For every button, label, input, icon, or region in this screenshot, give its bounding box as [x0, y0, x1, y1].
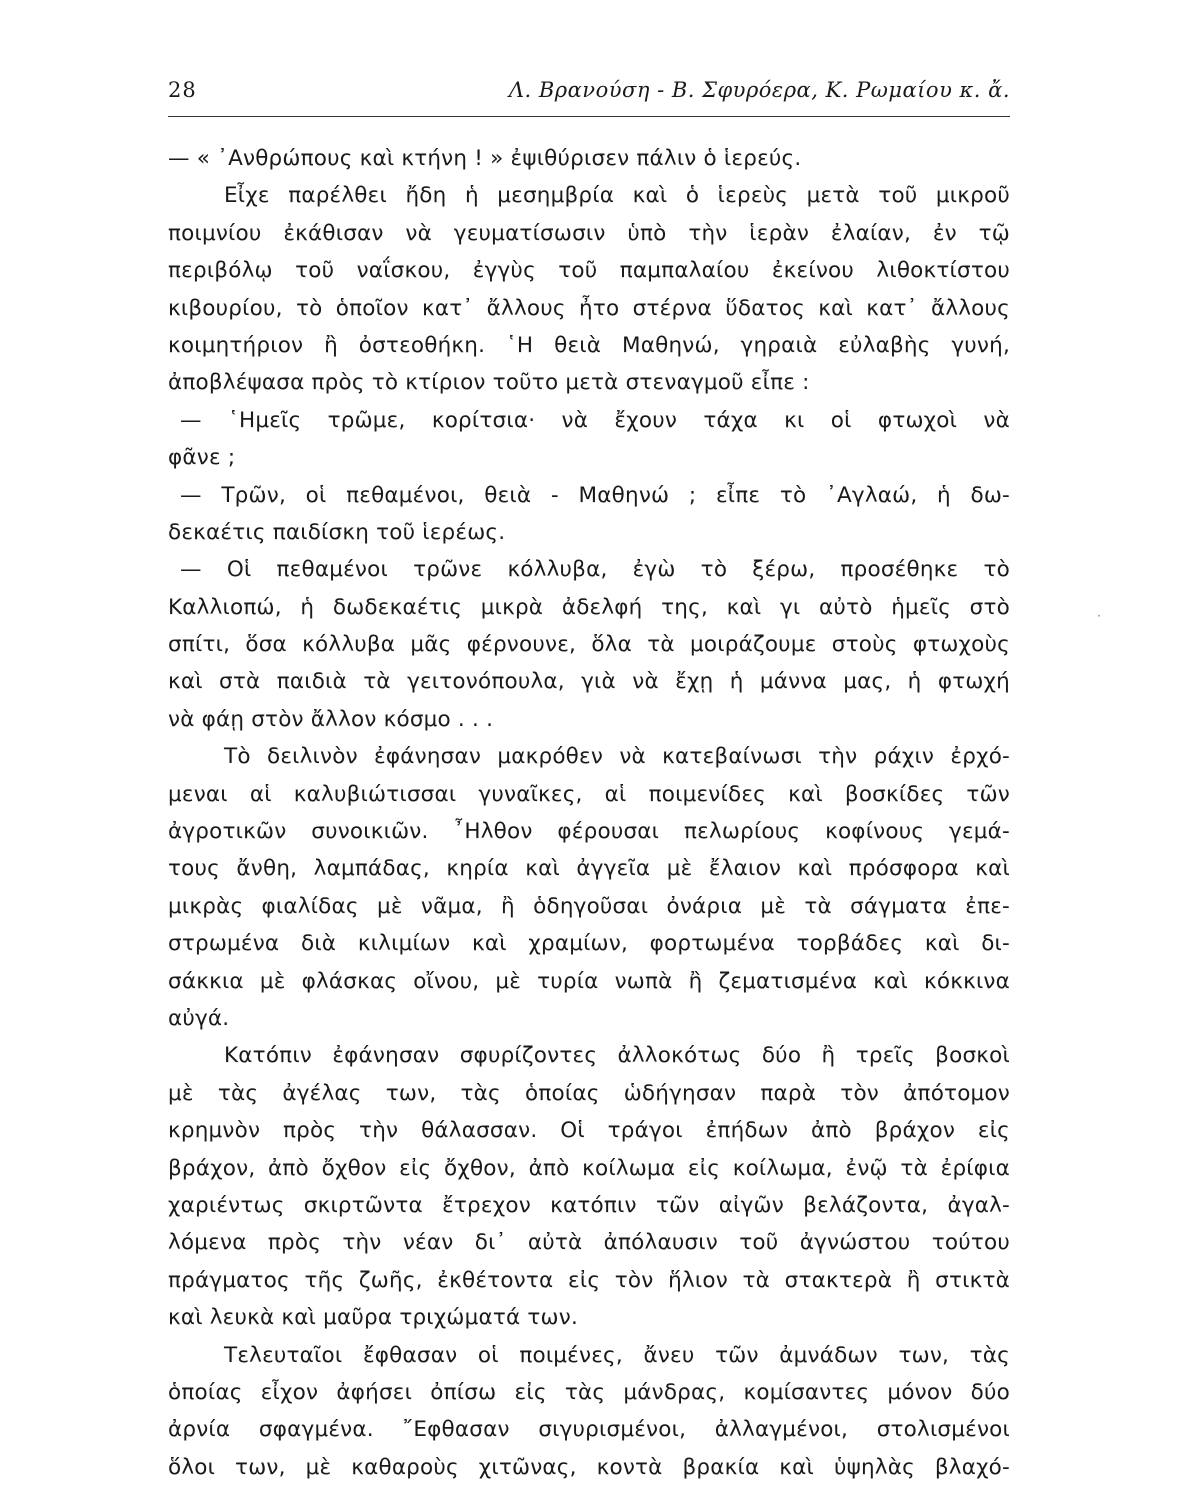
- body-text: [168, 140, 1010, 1486]
- text-line: στρωμένα διὰ κιλιμίων καὶ χραμίων, φορτωμένα τορβάδες καὶ δι-: [168, 931, 1010, 957]
- text-line: βράχον, ἀπὸ ὄχθον εἰς ὄχθον, ἀπὸ κοίλωμα εἰς κοίλωμα, ἐνῷ τὰ ἐρίφια: [168, 1155, 1010, 1181]
- text-line: καὶ στὰ παιδιὰ τὰ γειτονόπουλα, γιὰ νὰ ἔχῃ ἡ μάννα μας, ἡ φτωχή: [168, 669, 1010, 695]
- text-line: μὲ τὰς ἀγέλας των, τὰς ὁποίας ὡδήγησαν παρὰ τὸν ἀπότομον: [168, 1080, 1010, 1106]
- text-line: ποιμνίου ἐκάθισαν νὰ γευματίσωσιν ὑπὸ τὴν ἱερὰν ἐλαίαν, ἐν τῷ: [168, 220, 1010, 246]
- text-line: — Οἱ πεθαμένοι τρῶνε κόλλυβα, ἐγὼ τὸ ξέρω, προσέθηκε τὸ: [180, 557, 1010, 583]
- text-line: μεναι αἱ καλυβιώτισσαι γυναῖκες, αἱ ποιμενίδες καὶ βοσκίδες τῶν: [168, 781, 1010, 807]
- text-line: μικρὰς φιαλίδας μὲ νᾶμα, ἢ ὁδηγοῦσαι ὀνάρια μὲ τὰ σάγματα ἐπε-: [168, 893, 1010, 919]
- text-line: σάκκια μὲ φλάσκας οἴνου, μὲ τυρία νωπὰ ἢ ζεματισμένα καὶ κόκκινα: [168, 968, 1010, 994]
- text-line: τους ἄνθη, λαμπάδας, κηρία καὶ ἀγγεῖα μὲ ἔλαιον καὶ πρόσφορα καὶ: [168, 856, 1010, 882]
- text-line: — « ᾿Ανθρώπους καὶ κτήνη ! » ἐψιθύρισεν πάλιν ὁ ἱερεύς.: [168, 146, 802, 171]
- text-line: ὁποίας εἶχον ἀφήσει ὀπίσω εἰς τὰς μάνδρας, κομίσαντες μόνον δύο: [168, 1379, 1010, 1405]
- text-line: κιβουρίου, τὸ ὁποῖον κατ᾿ ἄλλους ἦτο στέρνα ὕδατος καὶ κατ᾿ ἄλλους: [168, 295, 1010, 321]
- text-line: — ῾Ημεῖς τρῶμε, κορίτσια· νὰ ἔχουν τάχα κι οἱ φτωχοὶ νὰ: [180, 407, 1010, 433]
- text-line: χαριέντως σκιρτῶντα ἔτρεχον κατόπιν τῶν αἰγῶν βελάζοντα, ἀγαλ-: [168, 1192, 1010, 1218]
- text-line: νὰ φάῃ στὸν ἄλλον κόσμο . . .: [168, 706, 494, 732]
- scan-speck: ·: [1097, 609, 1101, 623]
- text-line: — Τρῶν, οἱ πεθαμένοι, θειὰ - Μαθηνώ ; εἶπε τὸ ᾿Αγλαώ, ἡ δω-: [180, 482, 1010, 508]
- text-line: ἀγροτικῶν συνοικιῶν. ῏Ηλθον φέρουσαι πελωρίους κοφίνους γεμά-: [168, 819, 1010, 845]
- text-line: Κατόπιν ἐφάνησαν σφυρίζοντες ἀλλοκότως δύο ἢ τρεῖς βοσκοὶ: [224, 1043, 1010, 1069]
- text-line: κοιμητήριον ἢ ὀστεοθήκη. ῾Η θειὰ Μαθηνώ, γηραιὰ εὐλαβὴς γυνή,: [168, 332, 1010, 358]
- text-line: σπίτι, ὅσα κόλλυβα μᾶς φέρνουνε, ὅλα τὰ μοιράζουμε στοὺς φτωχοὺς: [168, 632, 1010, 658]
- running-head: Λ. Βρανούση - Β. Σφυρόερα, Κ. Ρωμαίου κ. ἄ.: [508, 78, 1010, 102]
- page-number: 28: [168, 78, 197, 102]
- text-line: Τὸ δειλινὸν ἐφάνησαν μακρόθεν νὰ κατεβαίνωσι τὴν ράχιν ἐρχό-: [224, 744, 1010, 770]
- text-line: πράγματος τῆς ζωῆς, ἐκθέτοντα εἰς τὸν ἥλιον τὰ στακτερὰ ἢ στικτὰ: [168, 1267, 1010, 1293]
- text-line: περιβόλῳ τοῦ ναΐσκου, ἐγγὺς τοῦ παμπαλαίου ἐκείνου λιθοκτίστου: [168, 258, 1010, 284]
- text-line: φᾶνε ;: [168, 445, 236, 471]
- text-line: ἀποβλέψασα πρὸς τὸ κτίριον τοῦτο μετὰ στεναγμοῦ εἶπε :: [168, 370, 810, 396]
- text-line: ὅλοι των, μὲ καθαροὺς χιτῶνας, κοντὰ βρακία καὶ ὑψηλὰς βλαχό-: [168, 1454, 1010, 1480]
- text-line: ἀρνία σφαγμένα. ῎Εφθασαν σιγυρισμένοι, ἀλλαγμένοι, στολισμένοι: [168, 1417, 1010, 1443]
- text-line: λόμενα πρὸς τὴν νέαν δι᾿ αὐτὰ ἀπόλαυσιν τοῦ ἀγνώστου τούτου: [168, 1230, 1010, 1256]
- text-line: Καλλιοπώ, ἡ δωδεκαέτις μικρὰ ἀδελφή της, καὶ γι αὐτὸ ἡμεῖς στὸ: [168, 594, 1010, 620]
- page-header: [168, 78, 1010, 112]
- text-line: κρημνὸν πρὸς τὴν θάλασσαν. Οἱ τράγοι ἐπήδων ἀπὸ βράχον εἰς: [168, 1118, 1010, 1144]
- text-line: Εἶχε παρέλθει ἤδη ἡ μεσημβρία καὶ ὁ ἱερεὺς μετὰ τοῦ μικροῦ: [224, 183, 1010, 209]
- header-rule: [168, 116, 1010, 117]
- text-line: καὶ λευκὰ καὶ μαῦρα τριχώματά των.: [168, 1305, 578, 1331]
- text-line: δεκαέτις παιδίσκη τοῦ ἱερέως.: [168, 519, 506, 545]
- text-line: αὐγά.: [168, 1005, 230, 1031]
- text-line: Τελευταῖοι ἔφθασαν οἱ ποιμένες, ἄνευ τῶν ἀμνάδων των, τὰς: [224, 1342, 1010, 1368]
